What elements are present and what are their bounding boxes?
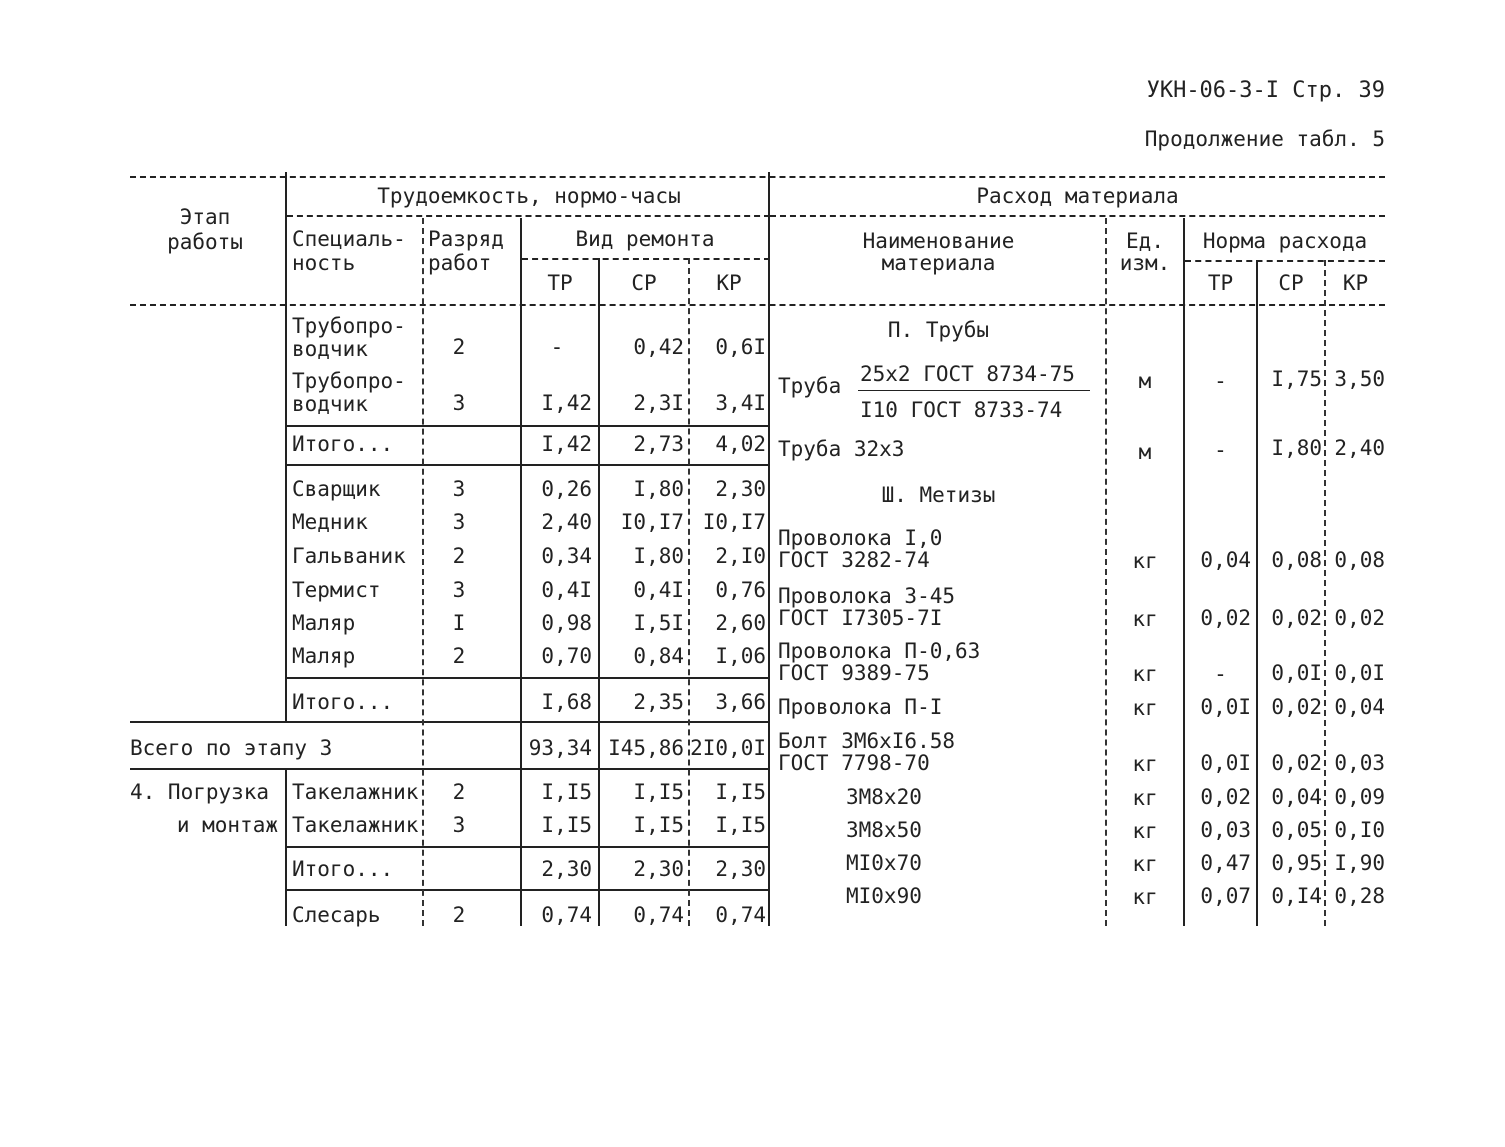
kr-cell: 2,30 <box>715 857 766 881</box>
tr-cell: 2,30 <box>541 857 592 881</box>
stage-label: и монтаж <box>176 813 278 837</box>
kr-cell: 2,I0 <box>715 544 766 568</box>
norm-tr-cell: 0,0I <box>1200 751 1251 775</box>
subtotal-label: Итого... <box>292 690 394 714</box>
sr-cell: 2,73 <box>633 432 684 456</box>
col-header-m-sr: СР <box>1278 271 1304 295</box>
table-continuation-label: Продолжение табл. 5 <box>1144 127 1385 151</box>
unit-cell: кг <box>1132 662 1158 686</box>
sr-cell: 2,3I <box>633 391 684 415</box>
unit-cell: кг <box>1132 786 1158 810</box>
tr-cell: 0,70 <box>541 644 592 668</box>
kr-cell: I,I5 <box>715 813 766 837</box>
sr-cell: 0,42 <box>633 335 684 359</box>
specialty-cell: Термист <box>292 578 381 602</box>
norm-sr-cell: I,75 <box>1271 367 1322 391</box>
unit-cell: кг <box>1132 819 1158 843</box>
norm-sr-cell: 0,08 <box>1271 548 1322 572</box>
grade-cell: 3 <box>452 477 466 501</box>
col-header-kr: КР <box>716 271 742 295</box>
subtotal-label: Итого... <box>292 857 394 881</box>
sr-cell: 0,84 <box>633 644 684 668</box>
col-header-grade-1: Разряд <box>428 227 504 251</box>
col-header-specialty-2: ность <box>292 251 356 275</box>
kr-cell: I,06 <box>715 644 766 668</box>
col-header-specialty-1: Специаль- <box>292 227 406 251</box>
tr-cell: I,42 <box>541 432 592 456</box>
grade-cell: 3 <box>452 813 466 837</box>
tr-cell: I,42 <box>541 391 592 415</box>
unit-cell: м <box>1138 440 1152 464</box>
norm-tr-cell: 0,02 <box>1200 606 1251 630</box>
material-name: 3М8x50 <box>846 818 922 842</box>
kr-cell: 0,74 <box>715 903 766 927</box>
norm-kr-cell: I,90 <box>1334 851 1385 875</box>
specialty-cell: Медник <box>292 510 368 534</box>
tr-cell: 2,40 <box>541 510 592 534</box>
kr-cell: 0,6I <box>715 335 766 359</box>
stage-label: 4. Погрузка <box>130 780 270 804</box>
material-name: МI0x70 <box>846 851 922 875</box>
kr-cell: 4,02 <box>715 432 766 456</box>
norm-kr-cell: 2,40 <box>1334 436 1385 460</box>
norm-kr-cell: 3,50 <box>1334 367 1385 391</box>
kr-cell: 0,76 <box>715 578 766 602</box>
grade-cell: 2 <box>452 780 466 804</box>
kr-cell: 2,60 <box>715 611 766 635</box>
norm-sr-cell: 0,0I <box>1271 661 1322 685</box>
specialty-cell: Маляр <box>292 644 356 668</box>
kr-cell: 2I0,0I <box>690 736 766 760</box>
tr-cell: 0,74 <box>541 903 592 927</box>
norm-tr-cell: 0,04 <box>1200 548 1251 572</box>
col-header-stage-1: Этап <box>179 205 231 229</box>
document-code: УКН-06-3-I Стр. 39 <box>1146 78 1385 103</box>
norm-sr-cell: 0,02 <box>1271 751 1322 775</box>
norm-kr-cell: 0,08 <box>1334 548 1385 572</box>
section-heading-pipes: П. Трубы <box>887 318 990 342</box>
material-name: ГОСТ I7305-7I <box>778 606 943 630</box>
col-header-grade-2: работ <box>428 251 492 275</box>
norm-sr-cell: 0,I4 <box>1271 884 1322 908</box>
norm-tr-cell: - <box>1214 438 1227 462</box>
kr-cell: I0,I7 <box>702 510 766 534</box>
norm-sr-cell: I,80 <box>1271 436 1322 460</box>
tr-cell: - <box>550 335 564 359</box>
kr-cell: 3,66 <box>715 690 766 714</box>
sr-cell: I45,86 <box>608 736 684 760</box>
tr-cell: 0,4I <box>541 578 592 602</box>
sr-cell: I,80 <box>633 544 684 568</box>
grade-cell: I <box>452 611 466 635</box>
material-name: Проволока I,0 <box>778 526 943 550</box>
grade-cell: 3 <box>452 391 466 415</box>
specialty-cell: Такелажник <box>292 780 419 804</box>
grade-cell: 2 <box>452 544 466 568</box>
col-header-labor: Трудоемкость, нормо-часы <box>377 184 681 208</box>
tr-cell: 0,34 <box>541 544 592 568</box>
norm-kr-cell: 0,09 <box>1334 785 1385 809</box>
col-header-stage-2: работы <box>167 230 243 254</box>
norm-tr-cell: 0,02 <box>1200 785 1251 809</box>
norm-kr-cell: 0,02 <box>1334 606 1385 630</box>
norm-tr-cell: - <box>1214 369 1227 393</box>
tr-cell: I,I5 <box>541 780 592 804</box>
norm-kr-cell: 0,0I <box>1334 661 1385 685</box>
col-header-tr: ТР <box>547 271 573 295</box>
tr-cell: 0,26 <box>541 477 592 501</box>
norm-tr-cell: 0,0I <box>1200 695 1251 719</box>
sr-cell: I,80 <box>633 477 684 501</box>
col-header-material-consumption: Расход материала <box>976 184 1179 208</box>
unit-cell: кг <box>1132 696 1158 720</box>
grade-cell: 3 <box>452 578 466 602</box>
material-spec-denominator: I10 ГОСТ 8733-74 <box>860 398 1063 422</box>
norm-sr-cell: 0,02 <box>1271 695 1322 719</box>
norm-tr-cell: 0,47 <box>1200 851 1251 875</box>
norm-kr-cell: 0,03 <box>1334 751 1385 775</box>
sr-cell: 0,74 <box>633 903 684 927</box>
grade-cell: 2 <box>452 644 466 668</box>
col-header-m-tr: ТР <box>1207 271 1234 295</box>
grade-cell: 2 <box>452 903 466 927</box>
material-name: Труба <box>778 374 842 398</box>
unit-cell: м <box>1138 369 1152 393</box>
subtotal-label: Итого... <box>292 432 394 456</box>
material-name: ГОСТ 9389-75 <box>778 661 930 685</box>
col-header-unit-2: изм. <box>1119 251 1171 275</box>
material-name: МI0x90 <box>846 884 922 908</box>
tr-cell: 93,34 <box>528 736 592 760</box>
col-header-unit-1: Ед. <box>1126 229 1164 253</box>
material-name: Проволока 3-45 <box>778 584 956 608</box>
grade-cell: 2 <box>452 335 466 359</box>
stage-total-label: Всего по этапу 3 <box>130 736 333 760</box>
material-name: 3М8x20 <box>846 785 922 809</box>
tr-cell: 0,98 <box>541 611 592 635</box>
sr-cell: I,I5 <box>633 780 684 804</box>
specialty-cell: Маляр <box>292 611 356 635</box>
norm-kr-cell: 0,28 <box>1334 884 1385 908</box>
specialty-cell: Такелажник <box>292 813 419 837</box>
material-name: ГОСТ 3282-74 <box>778 548 930 572</box>
unit-cell: кг <box>1132 549 1158 573</box>
material-name: Проволока П-0,63 <box>778 639 981 663</box>
norm-tr-cell: 0,07 <box>1200 884 1251 908</box>
norm-kr-cell: 0,04 <box>1334 695 1385 719</box>
sr-cell: I,5I <box>633 611 684 635</box>
kr-cell: I,I5 <box>715 780 766 804</box>
specialty-cell: водчик <box>292 337 368 361</box>
sr-cell: 0,4I <box>633 578 684 602</box>
unit-cell: кг <box>1132 752 1158 776</box>
material-name: Болт 3М6xI6.58 <box>778 729 956 753</box>
norm-sr-cell: 0,95 <box>1271 851 1322 875</box>
sr-cell: 2,30 <box>633 857 684 881</box>
unit-cell: кг <box>1132 885 1158 909</box>
norm-sr-cell: 0,05 <box>1271 818 1322 842</box>
specialty-cell: Гальваник <box>292 544 406 568</box>
sr-cell: I,I5 <box>633 813 684 837</box>
norm-tr-cell: 0,03 <box>1200 818 1251 842</box>
col-header-material-name-2: материала <box>881 251 996 275</box>
sr-cell: I0,I7 <box>620 510 684 534</box>
material-name: ГОСТ 7798-70 <box>778 751 930 775</box>
tr-cell: I,I5 <box>541 813 592 837</box>
norm-kr-cell: 0,I0 <box>1334 818 1385 842</box>
unit-cell: кг <box>1132 852 1158 876</box>
col-header-sr: СР <box>631 271 657 295</box>
unit-cell: кг <box>1132 607 1158 631</box>
specialty-cell: Слесарь <box>292 903 381 927</box>
material-name: Труба 32x3 <box>778 437 905 461</box>
specialty-cell: Трубопро- <box>292 369 406 393</box>
section-heading-hardware: Ш. Метизы <box>881 483 996 507</box>
sr-cell: 2,35 <box>633 690 684 714</box>
grade-cell: 3 <box>452 510 466 534</box>
kr-cell: 3,4I <box>715 391 766 415</box>
col-header-repair-type: Вид ремонта <box>575 227 715 251</box>
norm-sr-cell: 0,04 <box>1271 785 1322 809</box>
col-header-m-kr: КР <box>1342 271 1369 295</box>
fraction-line <box>858 390 1090 391</box>
specialty-cell: Трубопро- <box>292 314 406 338</box>
material-spec-numerator: 25x2 ГОСТ 8734-75 <box>860 362 1075 386</box>
tr-cell: I,68 <box>541 690 592 714</box>
material-name: Проволока П-I <box>778 695 943 719</box>
col-header-material-name-1: Наименование <box>862 229 1015 253</box>
norm-sr-cell: 0,02 <box>1271 606 1322 630</box>
norm-tr-cell: - <box>1214 662 1227 686</box>
specialty-cell: водчик <box>292 392 368 416</box>
kr-cell: 2,30 <box>715 477 766 501</box>
col-header-norm: Норма расхода <box>1202 229 1368 253</box>
specialty-cell: Сварщик <box>292 477 381 501</box>
